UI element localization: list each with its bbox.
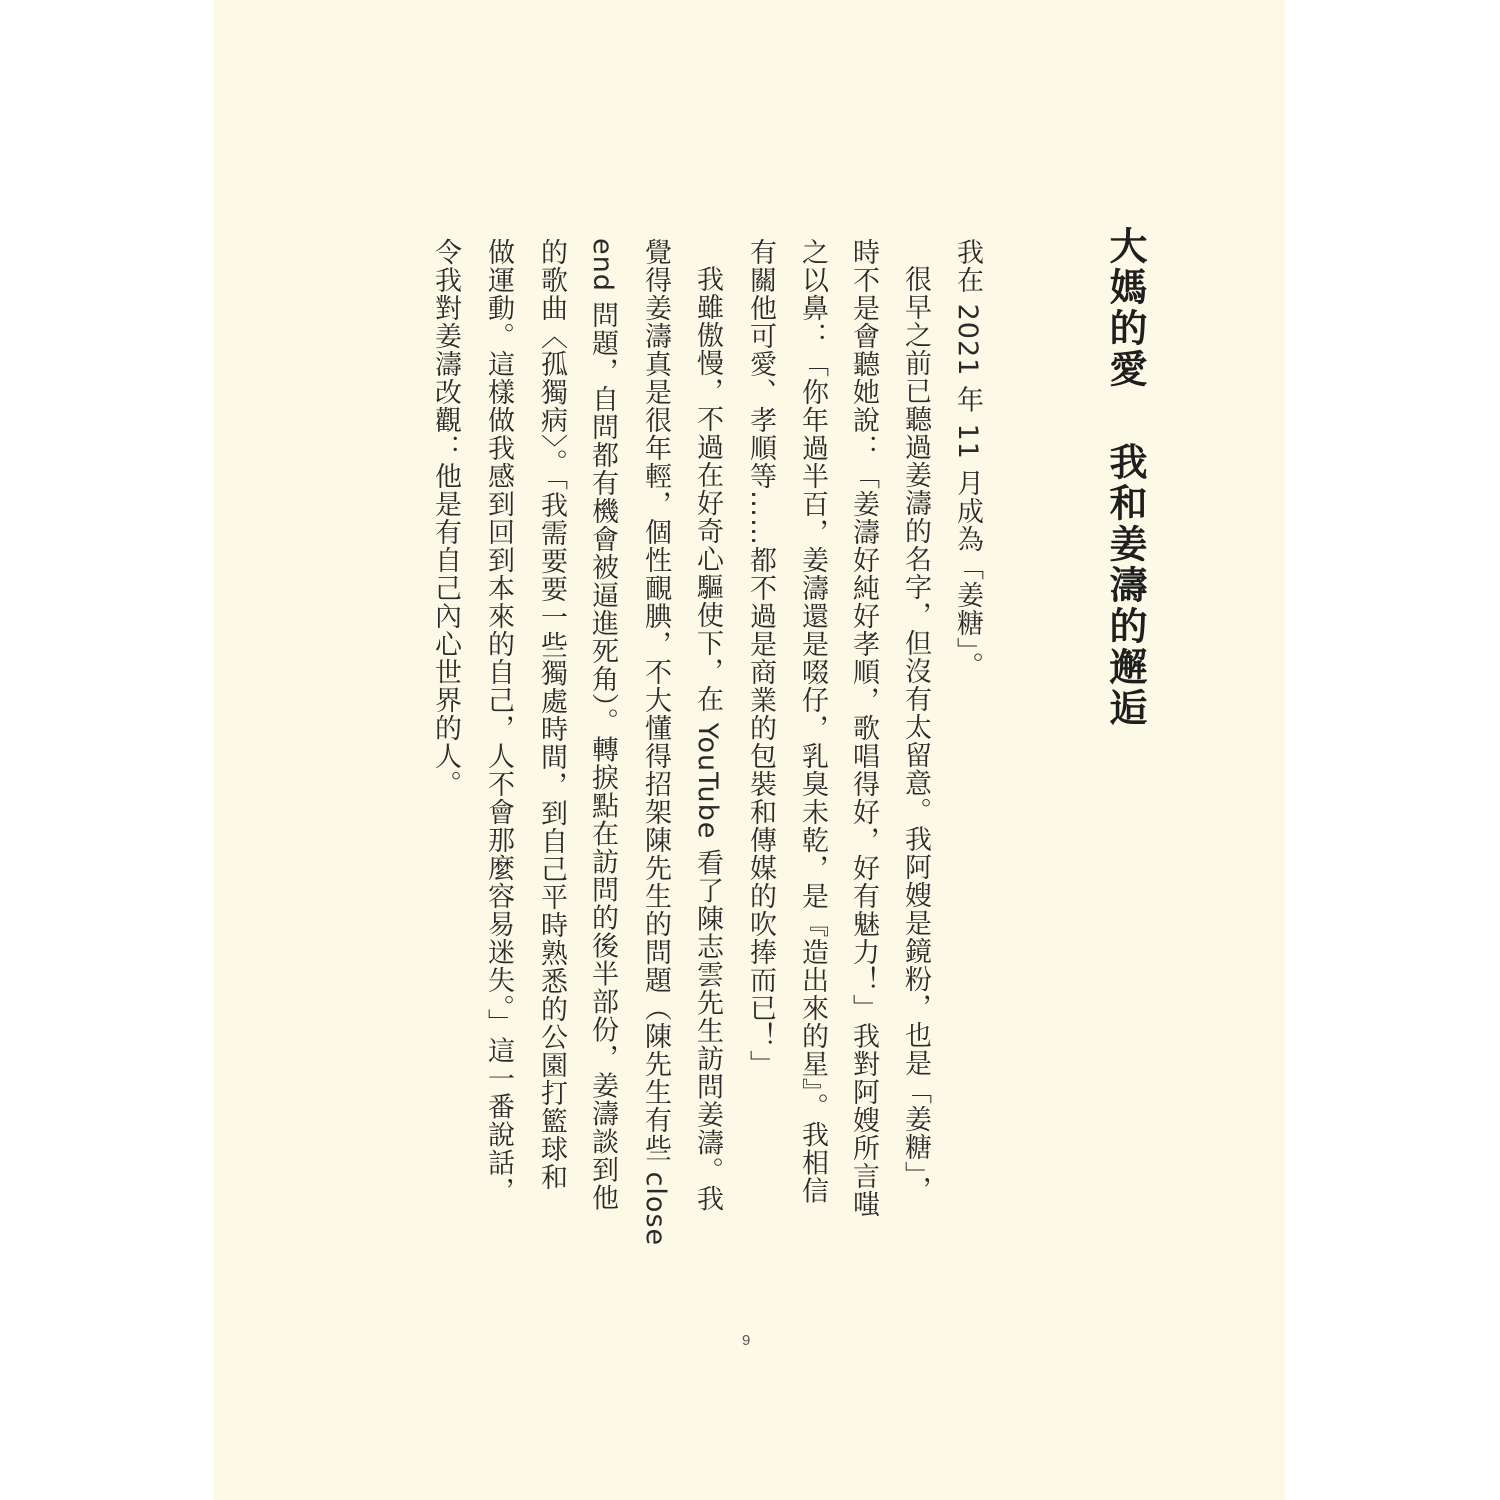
text-column-3: 時不是會聽她說：「姜濤好純好孝順，歌唱得好，好有魅力！」我對阿嫂所言嗤 bbox=[848, 238, 879, 1218]
text-column-8: end 問題，自問都有機會被逼進死角）。轉捩點在訪問的後半部份，姜濤談到他 bbox=[587, 238, 618, 1212]
text-column-2: 很早之前已聽過姜濤的名字，但沒有太留意。我阿嫂是鏡粉，也是「姜糖」， bbox=[900, 265, 931, 1204]
chapter-title-part1: 大媽的愛 bbox=[1103, 226, 1147, 390]
text-column-11: 令我對姜濤改觀：他是有自己內心世界的人。 bbox=[430, 238, 461, 798]
text-column-4: 之以鼻：「你年過半百，姜濤還是啜仔，乳臭未乾，是『造出來的星』。我相信 bbox=[797, 238, 828, 1205]
text-column-9: 的歌曲〈孤獨病〉。「我需要要一些獨處時間，到自己平時熟悉的公園打籃球和 bbox=[536, 238, 567, 1191]
text-column-1: 我在 2021 年 11 月成為「姜糖」。 bbox=[952, 238, 983, 680]
text-column-5: 有關他可愛、孝順等……都不過是商業的包裝和傳媒的吹捧而已！」 bbox=[745, 238, 776, 1078]
text-column-10: 做運動。這樣做我感到回到本來的自己，人不會那麼容易迷失。」這一番說話， bbox=[483, 238, 514, 1205]
chapter-title-part2: 我和姜濤的邂逅 bbox=[1103, 442, 1147, 729]
page-number: 9 bbox=[742, 1332, 751, 1349]
chapter-title bbox=[1104, 226, 1146, 729]
text-column-7: 覺得姜濤真是很年輕，個性靦腆，不大懂得招架陳先生的問題（陳先生有些 close bbox=[640, 238, 671, 1247]
text-column-6: 我雖傲慢，不過在好奇心驅使下，在 YouTube 看了陳志雲先生訪問姜濤。我 bbox=[692, 265, 723, 1213]
